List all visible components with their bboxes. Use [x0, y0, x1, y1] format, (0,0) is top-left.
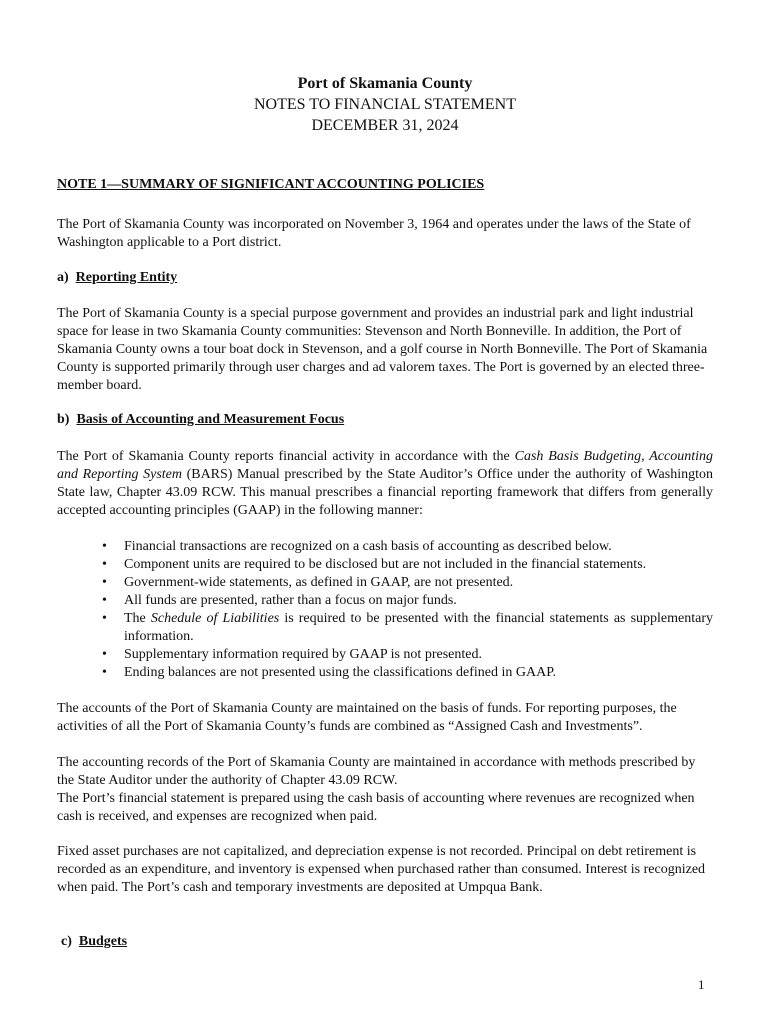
- bars-manual-title: Cash Basis Budgeting, Accounting and Reporting System: [57, 449, 713, 482]
- gaap-differences-list: [100, 538, 713, 682]
- document-date: DECEMBER 31, 2024: [311, 117, 459, 134]
- section-b-paragraph-2: The accounts of the Port of Skamania County are maintained on the basis of funds. For reporting purposes, the activities of all the Port of Skamania County’s funds are combined as “Assigned Cash and Investments”.: [57, 701, 677, 734]
- section-a-body: The Port of Skamania County is a special purpose government and provides an industrial park and light industrial space for lease in two Skamania County communities: Stevenson and North Bonneville. In addition, the Port of Skamania County owns a tour boat dock in Stevenson, and a golf course in North Bonneville. The Port of Skamania County is supported primarily through user charges and ad valorem taxes. The Port is governed by an elected three-member board.: [57, 306, 708, 393]
- list-item: • Government-wide statements, as defined in GAAP, are not presented.: [102, 575, 514, 590]
- bullet-icon: •: [102, 575, 107, 590]
- bullet-icon: •: [102, 665, 107, 680]
- section-c-letter: c): [61, 934, 72, 949]
- list-item: • Component units are required to be disclosed but are not included in the financial statements.: [102, 557, 647, 572]
- section-b-letter: b): [57, 412, 70, 427]
- section-b-paragraph-3b: The Port’s financial statement is prepared using the cash basis of accounting where revenues are recognized when cash is received, and expenses are recognized when paid.: [57, 791, 695, 824]
- schedule-of-liabilities: Schedule of Liabilities: [150, 611, 280, 626]
- list-item: • Supplementary information required by GAAP is not presented.: [102, 647, 482, 662]
- section-b-title: Basis of Accounting and Measurement Focus: [76, 412, 345, 427]
- bullet-icon: •: [102, 593, 107, 608]
- note1-intro: The Port of Skamania County was incorporated on November 3, 1964 and operates under the laws of the State of Washington applicable to a Port district.: [57, 217, 691, 250]
- section-b-heading: [57, 412, 344, 428]
- page-number: 1: [698, 977, 705, 992]
- note1-heading: NOTE 1—SUMMARY OF SIGNIFICANT ACCOUNTING POLICIES: [57, 177, 485, 192]
- p1-text-after: (BARS) Manual prescribed by the State Auditor’s Office under the authority of Washington State law, Chapter 43.09 RCW. This manual prescribes a financial reporting framework that differs from generally accepted accounting principles (GAAP) in the following manner:: [57, 467, 713, 518]
- section-c-title: Budgets: [78, 934, 128, 949]
- section-c-heading: [61, 934, 127, 950]
- list-item: • Ending balances are not presented using the classifications defined in GAAP.: [102, 665, 556, 680]
- section-a-letter: a): [57, 270, 69, 285]
- section-b-paragraph-4: Fixed asset purchases are not capitalized, and depreciation expense is not recorded. Principal on debt retirement is recorded as an expenditure, and inventory is expensed when purchased rather than consumed. Interest is recognized when paid. The Port’s cash and temporary investments are deposited at Umpqua Bank.: [57, 844, 706, 895]
- document-title: Port of Skamania County: [297, 75, 473, 92]
- section-a-title: Reporting Entity: [75, 270, 178, 285]
- list-item: • Financial transactions are recognized on a cash basis of accounting as described below.: [102, 539, 612, 554]
- bullet-icon: •: [102, 611, 107, 626]
- list-item: • All funds are presented, rather than a focus on major funds.: [102, 593, 457, 608]
- bullet-icon: •: [102, 557, 107, 572]
- p1-text-before: The Port of Skamania County reports financial activity in accordance with the: [57, 449, 515, 464]
- section-b-paragraph-1: [57, 448, 713, 520]
- section-a-heading: [57, 270, 177, 286]
- list-item: • The Schedule of Liabilities is required to be presented with the financial statements as supplementary information.: [102, 611, 714, 644]
- bullet-icon: •: [102, 647, 107, 662]
- bullet-icon: •: [102, 539, 107, 554]
- section-b-paragraph-3a: The accounting records of the Port of Skamania County are maintained in accordance with methods prescribed by the State Auditor under the authority of Chapter 43.09 RCW.: [57, 755, 696, 788]
- document-subtitle: NOTES TO FINANCIAL STATEMENT: [254, 96, 516, 113]
